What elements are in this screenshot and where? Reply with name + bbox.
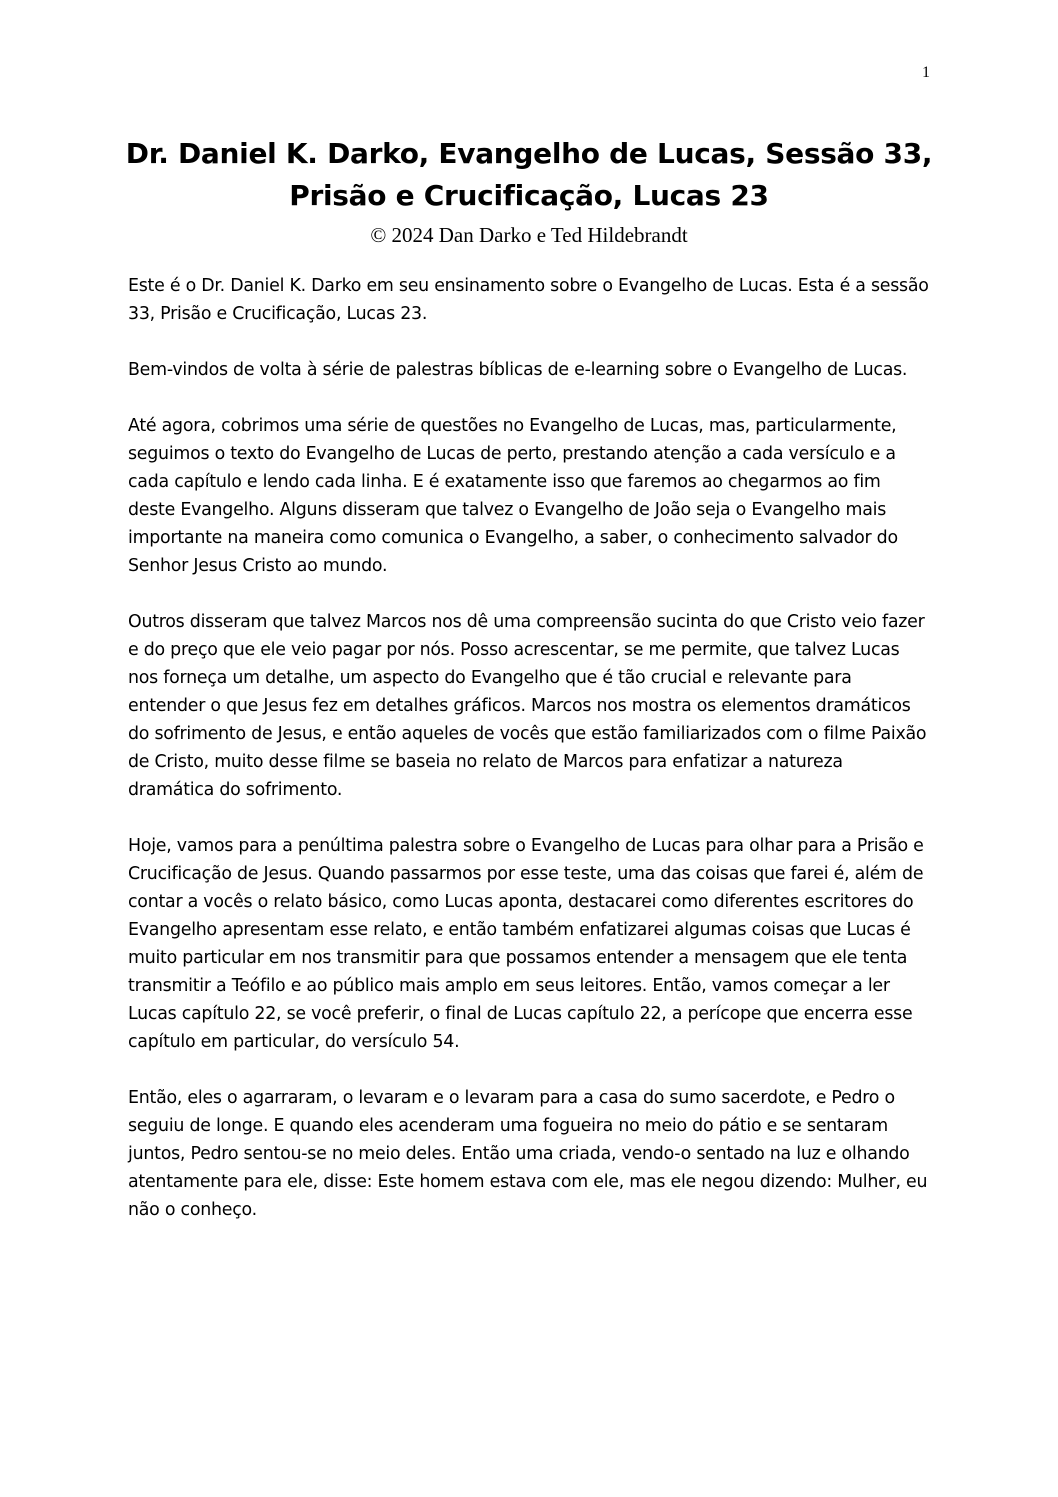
- document-body: [128, 272, 930, 1252]
- paragraph-2: Bem-vindos de volta à série de palestras bíblicas de e-learning sobre o Evangelho de Lucas.: [128, 360, 908, 380]
- paragraph-5: Hoje, vamos para a penúltima palestra sobre o Evangelho de Lucas para olhar para a Prisão e Crucificação de Jesus. Quando passarmos por esse teste, uma das coisas que farei é, além de contar a vocês o relato básico, como Lucas aponta, destacarei como diferentes escritores do Evangelho apresentam esse relato, e então também enfatizarei algumas coisas que Lucas é muito particular em nos transmitir para que possamos entender a mensagem que ele tenta transmitir a Teófilo e ao público mais amplo em seus leitores. Então, vamos começar a ler Lucas capítulo 22, se você preferir, o final de Lucas capítulo 22, a perícope que encerra esse capítulo em particular, do versículo 54.: [128, 836, 924, 1052]
- paragraph-6: Então, eles o agarraram, o levaram e o levaram para a casa do sumo sacerdote, e Pedro o seguiu de longe. E quando eles acenderam uma fogueira no meio do pátio e se sentaram juntos, Pedro sentou-se no meio deles. Então uma criada, vendo-o sentado na luz e olhando atentamente para ele, disse: Este homem estava com ele, mas ele negou dizendo: Mulher, eu não o conheço.: [128, 1088, 928, 1220]
- copyright-notice: © 2024 Dan Darko e Ted Hildebrandt: [370, 223, 688, 247]
- paragraph-3: Até agora, cobrimos uma série de questões no Evangelho de Lucas, mas, particularmente, seguimos o texto do Evangelho de Lucas de perto, prestando atenção a cada versículo e a cada capítulo e lendo cada linha. E é exatamente isso que faremos ao chegarmos ao fim deste Evangelho. Alguns disseram que talvez o Evangelho de João seja o Evangelho mais importante na maneira como comunica o Evangelho, a saber, o conhecimento salvador do Senhor Jesus Cristo ao mundo.: [128, 416, 898, 576]
- document-title-line-1: Dr. Daniel K. Darko, Evangelho de Lucas, Sessão 33,: [125, 137, 933, 170]
- document-title-line-2: Prisão e Crucificação, Lucas 23: [289, 179, 769, 212]
- paragraph-1: Este é o Dr. Daniel K. Darko em seu ensinamento sobre o Evangelho de Lucas. Esta é a sessão 33, Prisão e Crucificação, Lucas 23.: [128, 276, 929, 324]
- document-title: [110, 133, 948, 217]
- paragraph-4: Outros disseram que talvez Marcos nos dê uma compreensão sucinta do que Cristo veio fazer e do preço que ele veio pagar por nós. Posso acrescentar, se me permite, que talvez Lucas nos forneça um detalhe, um aspecto do Evangelho que é tão crucial e relevante para entender o que Jesus fez em detalhes gráficos. Marcos nos mostra os elementos dramáticos do sofrimento de Jesus, e então aqueles de vocês que estão familiarizados com o filme Paixão de Cristo, muito desse filme se baseia no relato de Marcos para enfatizar a natureza dramática do sofrimento.: [128, 612, 927, 800]
- page-number: 1: [922, 64, 930, 81]
